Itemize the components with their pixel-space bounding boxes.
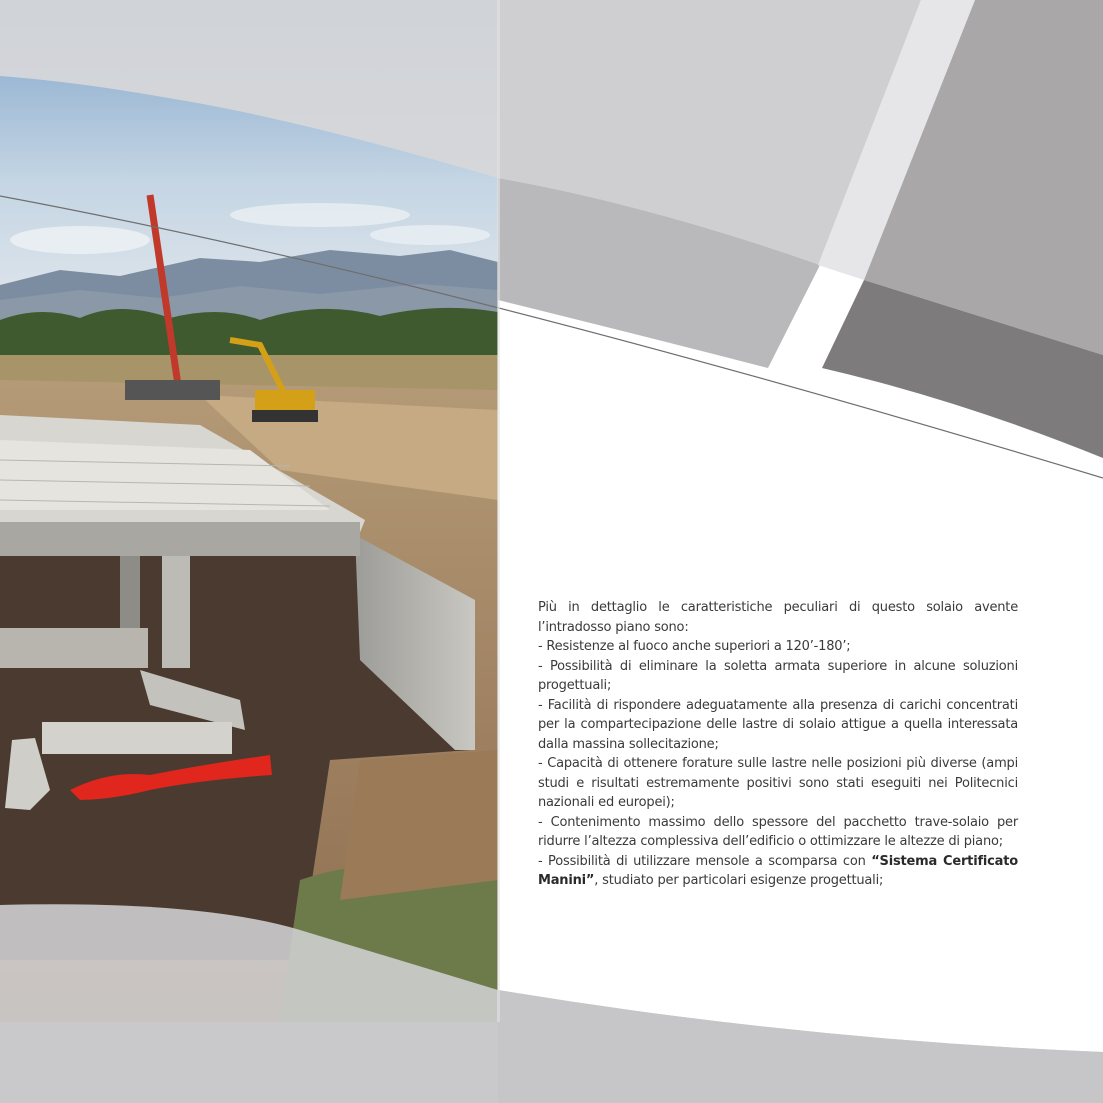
- feature-item: - Resistenze al fuoco anche superiori a 120’-180’;: [538, 639, 851, 654]
- feature-item: - Contenimento massimo dello spessore del pacchetto trave-solaio per ridurre l’altezza complessiva dell’edificio o ottimizzare le altezze di piano;: [538, 814, 1018, 849]
- certified-system-name: “Sistema Certificato Manini”: [538, 853, 1018, 888]
- feature-item: - Facilità di rispondere adeguatamente alla presenza di carichi concentrati per la compartecipazione delle lastre di solaio attigue a quella interessata dalla massina sollecitazione;: [538, 697, 1018, 752]
- feature-item-last-suffix: , studiato per particolari esigenze progettuali;: [594, 873, 884, 888]
- features-intro: Più in dettaglio le caratteristiche peculiari di questo solaio avente l’intradosso piano sono:: [538, 600, 1018, 635]
- feature-item: - Capacità di ottenere forature sulle lastre nelle posizioni più diverse (ampi studi e risultati estremamente positivi sono stati eseguiti nei Politecnici nazionali ed europei);: [538, 756, 1018, 810]
- feature-item: - Possibilità di eliminare la soletta armata superiore in alcune soluzioni progettuali;: [538, 658, 1018, 693]
- feature-item-last-prefix: - Possibilità di utilizzare mensole a scomparsa con: [538, 853, 872, 869]
- features-description: [538, 598, 1018, 891]
- feature-item-last: [538, 852, 1018, 891]
